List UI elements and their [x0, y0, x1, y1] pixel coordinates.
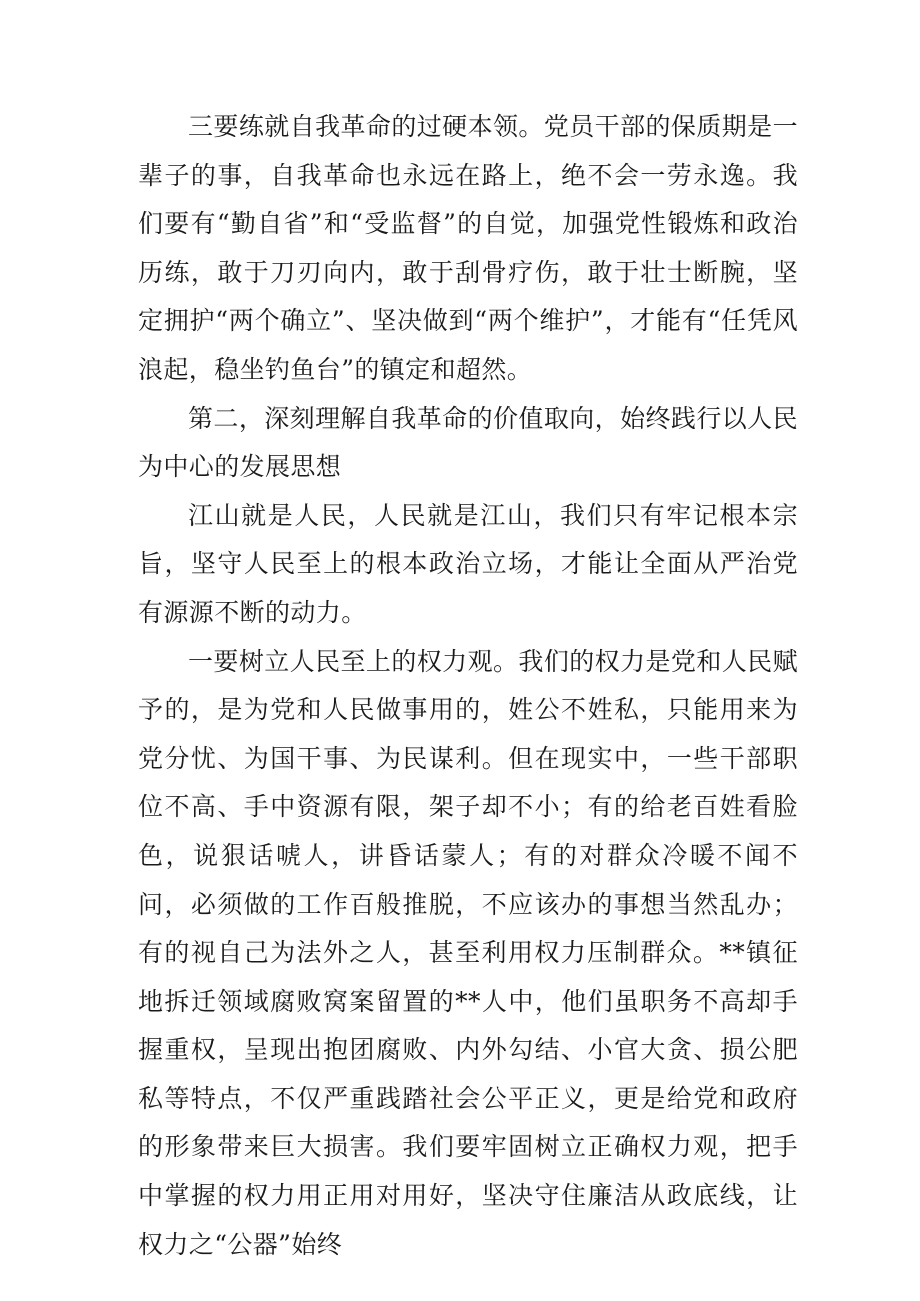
section-heading-people-centered: 第二，深刻理解自我革命的价值取向，始终践行以人民为中心的发展思想: [138, 403, 798, 482]
document-body: [138, 103, 798, 1269]
paragraph-self-revolution-skills: 三要练就自我革命的过硬本领。党员干部的保质期是一辈子的事，自我革命也永远在路上，绝不会一劳永逸。我们要有“勤自省”和“受监督”的自觉，加强党性锻炼和政治历练，敢于刀刃向内，敢于刮骨疗伤，敢于壮士断腕，坚定拥护“两个确立”、坚决做到“两个维护”，才能有“任凭风浪起，稳坐钓鱼台”的镇定和超然。: [138, 112, 798, 384]
paragraph-power-view: 一要树立人民至上的权力观。我们的权力是党和人民赋予的，是为党和人民做事用的，姓公不姓私，只能用来为党分忧、为国干事、为民谋利。但在现实中，一些干部职位不高、手中资源有限，架子却不小；有的给老百姓看脸色，说狠话唬人，讲昏话蒙人；有的对群众冷暖不闻不问，必须做的工作百般推脱，不应该办的事想当然乱办；有的视自己为法外之人，甚至利用权力压制群众。**镇征地拆迁领域腐败窝案留置的**人中，他们虽职务不高却手握重权，呈现出抱团腐败、内外勾结、小官大贪、损公肥私等特点，不仅严重践踏社会公平正义，更是给党和政府的形象带来巨大损害。我们要牢固树立正确权力观，把手中掌握的权力用正用对用好，坚决守住廉洁从政底线，让权力之“公器”始终: [138, 646, 798, 1259]
paragraph-people-are-country: 江山就是人民，人民就是江山，我们只有牢记根本宗旨，坚守人民至上的根本政治立场，才能让全面从严治党有源源不断的动力。: [138, 500, 798, 627]
